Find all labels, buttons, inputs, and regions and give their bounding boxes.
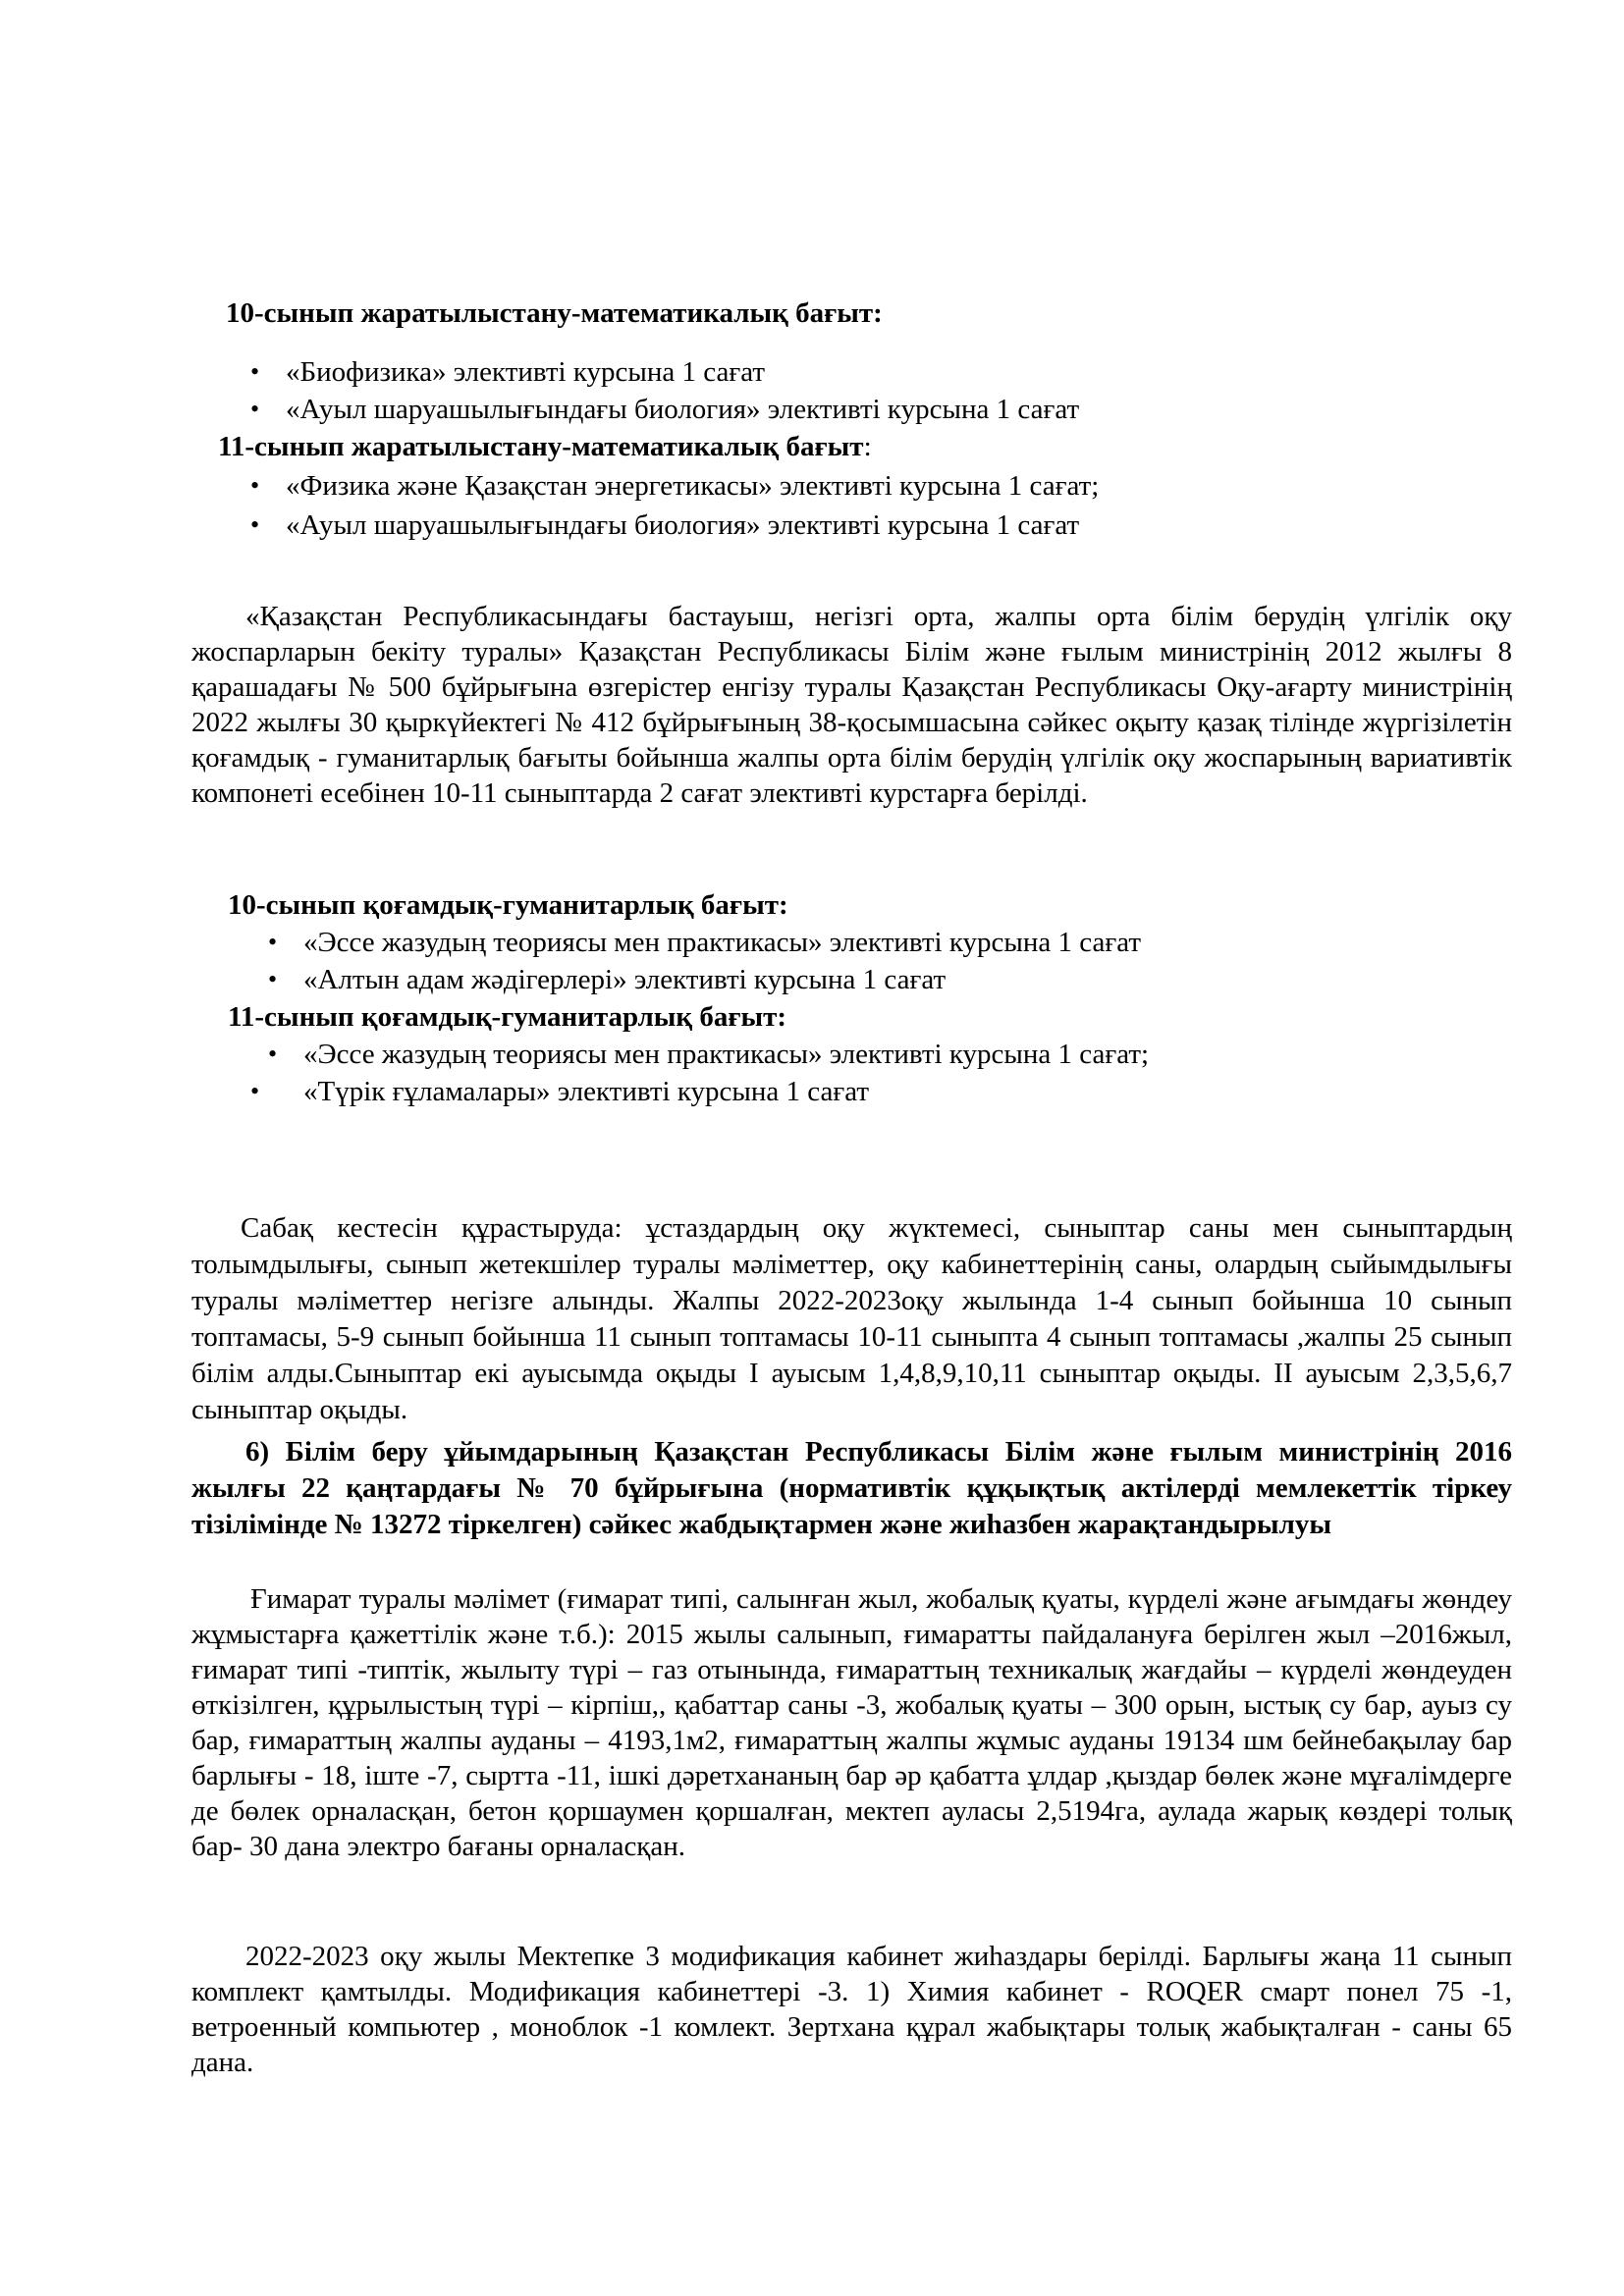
list-item: • «Физика және Қазақстан энергетикасы» элективті курсына 1 сағат;	[250, 467, 1512, 505]
list-item: • «Биофизика» элективті курсына 1 сағат	[250, 353, 1512, 391]
paragraph-furniture: 2022-2023 оқу жылы Мектепке 3 модификация кабинет жиһаздары берілді. Барлығы жаңа 11 сынып комплект қамтылды. Модификация кабинеттері -3. 1) Химия кабинет - ROQER смарт понел 75 -1, ветроенный компьютер , моноблок -1 комлект. Зертхана құрал жабықтары толық жабықталған - саны 65 дана.	[191, 1941, 1512, 2078]
paragraph-order: «Қазақстан Республикасындағы бастауыш, негізгі орта, жалпы орта білім берудің үлгілік оқу жоспарларын бекіту туралы» Қазақстан Республикасы Білім және ғылым министрінің 2012 жылғы 8 қарашадағы № 500 бұйрығына өзгерістер енгізу туралы Қазақстан Республикасы Оқу-ағарту министрінің 2022 жылғы 30 қыркүйектегі № 412 бұйрығының 38-қосымшасына сәйкес оқыту қазақ тілінде жүргізілетін қоғамдық - гуманитарлық бағыты бойынша жалпы орта білім берудің үлгілік оқу жоспарының вариативтік компонеті есебінен 10-11 сыныптарда 2 сағат элективті курстарға берілді.	[191, 601, 1512, 809]
paragraph-building: Ғимарат туралы мәлімет (ғимарат типі, салынған жыл, жобалық қуаты, күрделі және ағымдағы жөндеу жұмыстарға қажеттілік және т.б.): 2015 жылы салынып, ғимаратты пайдалануға берілген жыл –2016жыл, ғимарат типі -типтік, жылыту түрі – газ отынында, ғимараттың техникалық жағдайы – күрделі жөндеуден өткізілген, құрылыстың түрі – кірпіш,, қабаттар саны -3, жобалық қуаты – 300 орын, ыстық су бар, ауыз су бар, ғимараттың жалпы ауданы – 4193,1м2, ғимараттың жалпы жұмыс ауданы 19134 шм бейнебақылау бар барлығы - 18, іште -7, сыртта -11, ішкі дәретхананың бар әр қабатта ұлдар ,қыздар бөлек және мұғалімдерге де бөлек орналасқан, бетон қоршаумен қоршалған, мектеп ауласы 2,5194га, аулада жарық көздері толық бар- 30 дана электро бағаны орналасқан.	[191, 1583, 1512, 1862]
list-social-11	[191, 1036, 1512, 1110]
list-item: • «Ауыл шаруашылығындағы биология» элективті курсына 1 сағат	[250, 507, 1512, 544]
list-item: • «Эссе жазудың теориясы мен практикасы» элективті курсына 1 сағат	[268, 924, 1512, 961]
heading-natmath-11: 11-сынып жаратылыстану-математикалық бағыт	[218, 431, 864, 462]
heading-social-10: 10-сынып қоғамдық-гуманитарлық бағыт:	[228, 889, 788, 921]
list-item: • «Түрік ғұламалары» элективті курсына 1 сағат	[250, 1073, 1512, 1110]
section-natmath-10	[191, 294, 1512, 544]
paragraph-furniture-block	[191, 1939, 1512, 2080]
heading-natmath-11-line	[191, 428, 1512, 465]
heading-social-11: 11-сынып қоғамдық-гуманитарлық бағыт:	[228, 1001, 787, 1033]
list-social-10	[191, 924, 1512, 998]
paragraph-order-block	[191, 599, 1512, 811]
paragraph-building-block	[191, 1581, 1512, 1864]
heading-colon: :	[863, 431, 872, 462]
heading-equipment: 6) Білім беру ұйымдарының Қазақстан Республикасы Білім және ғылым министрінің 2016 жылғы 22 қаңтардағы № 70 бұйрығына (нормативтік құқықтық актілерді мемлекеттік тіркеу тізілімінде № 13272 тіркелген) сәйкес жабдықтармен және жиһазбен жарақтандырылуы	[191, 1436, 1512, 1540]
list-item: • «Алтын адам жәдігерлері» элективті курсына 1 сағат	[268, 961, 1512, 998]
list-item: • «Эссе жазудың теориясы мен практикасы» элективті курсына 1 сағат;	[268, 1036, 1512, 1073]
section-social	[191, 886, 1512, 1110]
paragraph-schedule-block	[191, 1210, 1512, 1428]
list-item: • «Ауыл шаруашылығындағы биология» элективті курсына 1 сағат	[250, 391, 1512, 428]
list-natmath-10	[191, 353, 1512, 428]
heading-equipment-block	[191, 1434, 1512, 1543]
heading-natmath-10: 10-сынып жаратылыстану-математикалық бағыт:	[226, 297, 883, 329]
list-natmath-11	[191, 467, 1512, 544]
paragraph-schedule: Сабақ кестесін құрастыруда: ұстаздардың оқу жүктемесі, сыныптар саны мен сыныптардың толымдылығы, сынып жетекшілер туралы мәліметтер, оқу кабинеттерінің саны, олардың сыйымдылығы туралы мәліметтер негізге алынды. Жалпы 2022-2023оқу жылында 1-4 сынып бойынша 10 сынып топтамасы, 5-9 сынып бойынша 11 сынып топтамасы 10-11 сыныпта 4 сынып топтамасы ,жалпы 25 сынып білім алды.Сыныптар екі ауысымда оқыды І ауысым 1,4,8,9,10,11 сыныптар оқыды. ІІ ауысым 2,3,5,6,7 сыныптар оқыды.	[191, 1212, 1512, 1425]
